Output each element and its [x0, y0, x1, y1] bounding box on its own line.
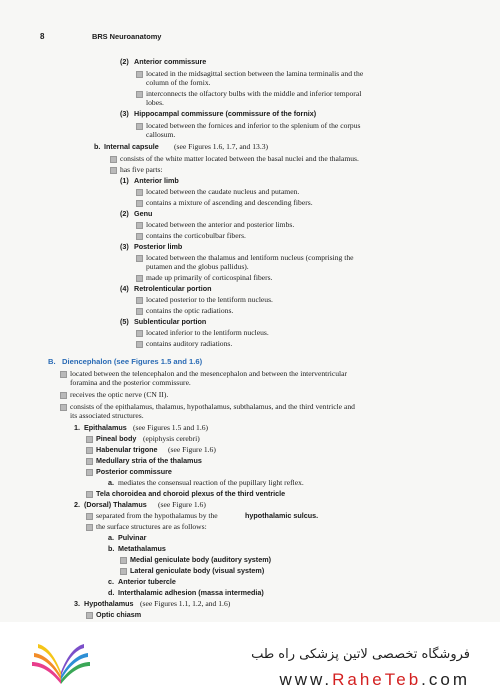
- bold-term: (2): [120, 209, 129, 218]
- text-line: column of the fornix.: [146, 78, 211, 87]
- url-suffix: .com: [421, 670, 470, 689]
- text-line: interconnects the olfactory bulbs with the middle and inferior temporal: [146, 89, 362, 98]
- bold-term: Posterior commissure: [96, 467, 172, 476]
- bold-term: c.: [108, 577, 114, 586]
- bullet-marker: [110, 167, 117, 174]
- bold-term: Optic chiasm: [96, 610, 142, 619]
- text-line: (see Figure 1.6): [158, 500, 206, 509]
- bold-term: Pineal body: [96, 434, 137, 443]
- bullet-marker: [120, 557, 127, 564]
- url-brand: RaheTeb: [332, 670, 422, 689]
- text-line: separated from the hypothalamus by the: [96, 511, 218, 520]
- text-line: lobes.: [146, 98, 164, 107]
- bullet-marker: [86, 469, 93, 476]
- bullet-marker: [86, 491, 93, 498]
- text-line: located between the caudate nucleus and putamen.: [146, 187, 300, 196]
- bold-term: (3): [120, 109, 129, 118]
- bold-term: Medullary stria of the thalamus: [96, 456, 202, 465]
- bold-term: (5): [120, 317, 129, 326]
- text-line: located in the midsagittal section between the lamina terminalis and the: [146, 69, 364, 78]
- store-url[interactable]: [279, 670, 470, 690]
- text-line: (see Figure 1.6): [168, 445, 216, 454]
- text-line: contains the optic radiations.: [146, 306, 234, 315]
- bullet-marker: [136, 255, 143, 262]
- bullet-marker: [86, 447, 93, 454]
- text-line: (see Figures 1.5 and 1.6): [133, 423, 209, 432]
- bullet-marker: [86, 612, 93, 619]
- text-line: mediates the consensual reaction of the pupillary light reflex.: [118, 478, 304, 487]
- text-line: located between the fornices and inferior to the splenium of the corpus: [146, 121, 361, 130]
- text-line: receives the optic nerve (CN II).: [70, 390, 169, 399]
- bold-term: Habenular trigone: [96, 445, 158, 454]
- text-line: contains the corticobulbar fibers.: [146, 231, 246, 240]
- bullet-marker: [110, 156, 117, 163]
- text-line: located between the thalamus and lentiform nucleus (comprising the: [146, 253, 354, 262]
- bold-term: Anterior limb: [134, 176, 179, 185]
- bold-term: (Dorsal) Thalamus: [84, 500, 147, 509]
- url-prefix: www.: [279, 670, 333, 689]
- bold-term: 3.: [74, 599, 80, 608]
- text-line: putamen and the globus pallidus).: [146, 262, 249, 271]
- bold-term: Metathalamus: [118, 544, 166, 553]
- text-line: made up primarily of corticospinal fibers.: [146, 273, 273, 282]
- bullet-marker: [136, 275, 143, 282]
- bullet-marker: [136, 308, 143, 315]
- bold-term: Epithalamus: [84, 423, 127, 432]
- bullet-marker: [136, 91, 143, 98]
- bold-term: 1.: [74, 423, 80, 432]
- text-line: has five parts:: [120, 165, 163, 174]
- bold-term: Pulvinar: [118, 533, 147, 542]
- bullet-marker: [86, 513, 93, 520]
- text-line: callosum.: [146, 130, 176, 139]
- text-line: located posterior to the lentiform nucleus.: [146, 295, 273, 304]
- bullet-marker: [136, 341, 143, 348]
- bold-term: Posterior limb: [134, 242, 183, 251]
- bold-term: Hypothalamus: [84, 599, 134, 608]
- text-line: (see Figures 1.1, 1.2, and 1.6): [140, 599, 231, 608]
- bullet-marker: [60, 371, 67, 378]
- section-heading: B.: [48, 357, 56, 366]
- bullet-marker: [136, 189, 143, 196]
- bullet-marker: [86, 458, 93, 465]
- bold-term: Lateral geniculate body (visual system): [130, 566, 265, 575]
- text-line: located between the anterior and posterior limbs.: [146, 220, 295, 229]
- text-line: consists of the epithalamus, thalamus, hypothalamus, subthalamus, and the third ventricle and: [70, 402, 355, 411]
- bullet-marker: [136, 297, 143, 304]
- bullet-marker: [136, 200, 143, 207]
- store-name: فروشگاه تخصصی لاتین پزشکی راه طب: [251, 647, 470, 662]
- bold-term: hypothalamic sulcus.: [245, 511, 319, 520]
- bold-term: Anterior commissure: [134, 57, 207, 66]
- bold-term: d.: [108, 588, 115, 597]
- bold-term: b.: [94, 142, 101, 151]
- bold-term: Internal capsule: [104, 142, 159, 151]
- bold-term: Medial geniculate body (auditory system): [130, 555, 271, 564]
- bullet-marker: [136, 222, 143, 229]
- text-line: consists of the white matter located between the basal nuclei and the thalamus.: [120, 154, 359, 163]
- bold-term: Interthalamic adhesion (massa intermedia): [118, 588, 264, 597]
- bold-term: 2.: [74, 500, 80, 509]
- bold-term: Sublenticular portion: [134, 317, 207, 326]
- bold-term: (3): [120, 242, 129, 251]
- bold-term: (1): [120, 176, 129, 185]
- bullet-marker: [86, 524, 93, 531]
- watermark-footer: [0, 622, 500, 700]
- text-line: the surface structures are as follows:: [96, 522, 207, 531]
- book-logo-icon: [30, 636, 92, 688]
- bullet-marker: [86, 436, 93, 443]
- bullet-marker: [120, 568, 127, 575]
- bullet-marker: [136, 123, 143, 130]
- bold-term: a.: [108, 533, 114, 542]
- bold-term: a.: [108, 478, 114, 487]
- text-line: located inferior to the lentiform nucleus.: [146, 328, 269, 337]
- bullet-marker: [136, 330, 143, 337]
- text-line: contains a mixture of ascending and descending fibers.: [146, 198, 313, 207]
- text-line: contains auditory radiations.: [146, 339, 233, 348]
- bold-term: Retrolenticular portion: [134, 284, 212, 293]
- bold-term: Hippocampal commissure (commissure of the fornix): [134, 109, 317, 118]
- bold-term: b.: [108, 544, 115, 553]
- bullet-marker: [60, 392, 67, 399]
- section-heading: Diencephalon (see Figures 1.5 and 1.6): [62, 357, 203, 366]
- bullet-marker: [60, 404, 67, 411]
- text-line: located between the telencephalon and the mesencephalon and between the interventricular: [70, 369, 348, 378]
- bold-term: (2): [120, 57, 129, 66]
- text-line: (see Figures 1.6, 1.7, and 13.3): [174, 142, 269, 151]
- running-title: BRS Neuroanatomy: [92, 32, 162, 41]
- bold-term: Genu: [134, 209, 153, 218]
- bold-term: Anterior tubercle: [118, 577, 176, 586]
- bold-term: (4): [120, 284, 129, 293]
- text-line: its associated structures.: [70, 411, 144, 420]
- text-line: foramina and the posterior commissure.: [70, 378, 191, 387]
- bullet-marker: [136, 71, 143, 78]
- bullet-marker: [136, 233, 143, 240]
- text-line: (epiphysis cerebri): [143, 434, 200, 443]
- page-number: 8: [40, 32, 45, 41]
- bold-term: Tela choroidea and choroid plexus of the third ventricle: [96, 489, 286, 498]
